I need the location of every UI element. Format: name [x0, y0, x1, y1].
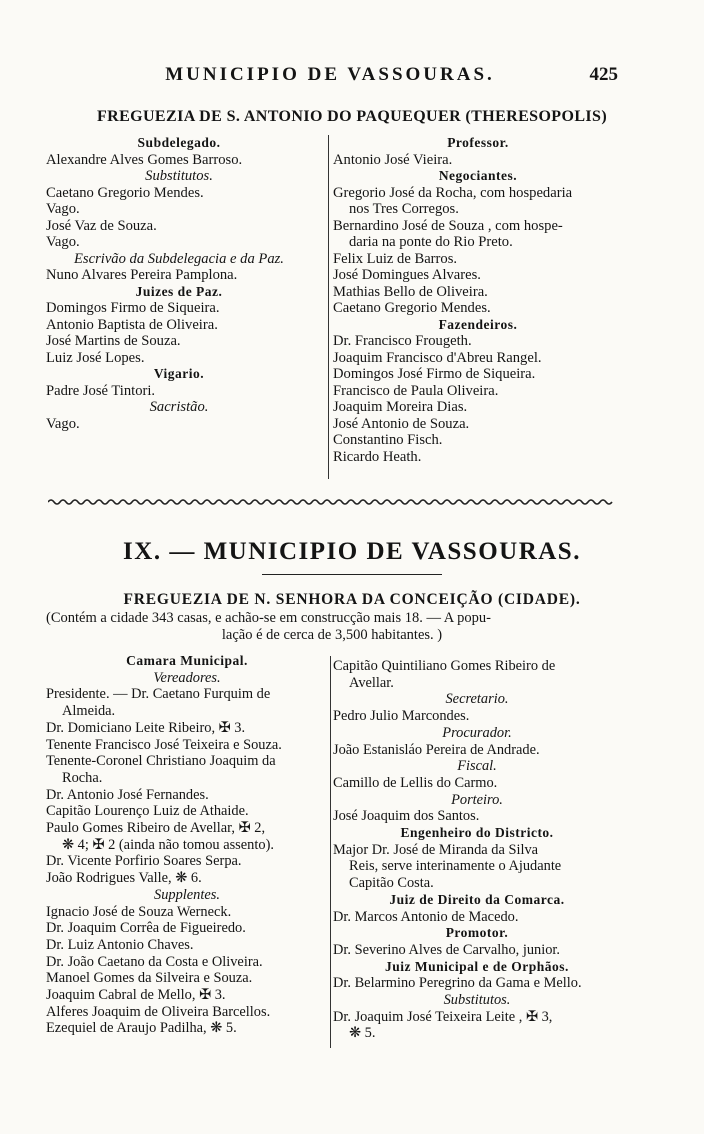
- entry-line: João Rodrigues Valle, ❋ 6.: [46, 870, 202, 887]
- entry-role-label: Vereadores.: [153, 669, 221, 686]
- entry-line: Capitão Lourenço Luiz de Athaide.: [46, 803, 249, 820]
- entry-line: Ricardo Heath.: [333, 448, 422, 465]
- entry-line: Joaquim Cabral de Mello, ✠ 3.: [46, 987, 226, 1004]
- entry-heading: Camara Municipal.: [126, 653, 248, 668]
- entry-line: Domingos Firmo de Siqueira.: [46, 300, 220, 316]
- entry-heading: Professor.: [447, 135, 509, 150]
- chapter-title: IX. — MUNICIPIO DE VASSOURAS.: [123, 538, 581, 565]
- entry-line: Dr. Marcos Antonio de Macedo.: [333, 908, 519, 925]
- entry-line: Pedro Julio Marcondes.: [333, 708, 470, 725]
- entry-line: Dr. Vicente Porfirio Soares Serpa.: [46, 853, 242, 870]
- entry-line: Capitão Quintiliano Gomes Ribeiro de: [333, 658, 556, 674]
- section-heading-paquequer: FREGUEZIA DE S. ANTONIO DO PAQUEQUER (THERESOPOLIS): [96, 108, 608, 125]
- entry-line: Nuno Alvares Pereira Pamplona.: [46, 267, 238, 283]
- entry-line: Antonio José Vieira.: [333, 151, 453, 168]
- entry-line: Joaquim Francisco d'Abreu Rangel.: [333, 349, 542, 366]
- column-divider-2: [330, 656, 331, 1048]
- entry-role-label: Secretario.: [445, 691, 509, 708]
- entry-line: Constantino Fisch.: [333, 432, 443, 448]
- entry-role-label: Procurador.: [442, 724, 512, 741]
- entry-line: José Vaz de Souza.: [46, 217, 157, 234]
- note-line-1: (Contém a cidade 343 casas, e achão-se em construcção mais 18. — A popu-: [46, 610, 491, 626]
- entry-line: Tenente Francisco José Teixeira e Souza.: [46, 736, 282, 753]
- entry-line: Almeida.: [62, 703, 116, 720]
- entry-line: Vago.: [46, 415, 80, 432]
- entry-line: Rocha.: [62, 769, 103, 786]
- entry-line: Ignacio José de Souza Werneck.: [46, 903, 232, 920]
- entry-role-label: Porteiro.: [451, 791, 503, 808]
- entry-line: Capitão Costa.: [349, 875, 434, 892]
- entry-line: Presidente. — Dr. Caetano Furquim de: [46, 686, 271, 703]
- entry-line: Padre José Tintori.: [46, 382, 156, 399]
- entry-line: Alexandre Alves Gomes Barroso.: [46, 151, 243, 168]
- entry-heading: Juiz Municipal e de Orphãos.: [385, 958, 569, 974]
- entry-line: Antonio Baptista de Oliveira.: [46, 316, 218, 333]
- section1-left-column: [46, 135, 312, 432]
- entry-line: Major Dr. José de Miranda da Silva: [333, 841, 539, 858]
- note-line-2: lação é de cerca de 3,500 habitantes. ): [221, 627, 443, 643]
- section2-right-column: [333, 658, 621, 1042]
- title-rule: [262, 574, 442, 575]
- running-title: MUNICIPIO DE VASSOURAS.: [165, 64, 495, 85]
- entry-line: Dr. João Caetano da Costa e Oliveira.: [46, 953, 263, 970]
- entry-line: Caetano Gregorio Mendes.: [333, 300, 491, 316]
- entry-line: Domingos José Firmo de Siqueira.: [333, 366, 536, 382]
- entry-line: Manoel Gomes da Silveira e Souza.: [46, 970, 253, 987]
- entry-line: nos Tres Corregos.: [349, 201, 459, 217]
- entry-line: Dr. Joaquim Corrêa de Figueiredo.: [46, 920, 246, 937]
- entry-line: Vago.: [46, 234, 80, 250]
- entry-heading: Promotor.: [445, 925, 509, 941]
- entry-line: Dr. Severino Alves de Carvalho, junior.: [333, 941, 561, 958]
- entry-heading: Engenheiro do Districto.: [400, 825, 554, 841]
- entry-line: Mathias Bello de Oliveira.: [333, 283, 488, 300]
- entry-heading: Fazendeiros.: [438, 316, 518, 332]
- entry-line: Vago.: [46, 201, 80, 217]
- entry-line: daria na ponte do Rio Preto.: [349, 234, 513, 250]
- entry-heading: Juizes de Paz.: [135, 283, 223, 299]
- entry-line: Paulo Gomes Ribeiro de Avellar, ✠ 2,: [46, 820, 266, 837]
- entry-heading: Vigario.: [153, 366, 205, 381]
- entry-role-label: Supplentes.: [154, 886, 220, 903]
- entry-line: José Antonio de Souza.: [333, 415, 470, 432]
- entry-role-label: Fiscal.: [457, 758, 497, 775]
- entry-line: Ezequiel de Araujo Padilha, ❋ 5.: [46, 1020, 237, 1037]
- entry-line: ❋ 5.: [349, 1025, 376, 1042]
- entry-line: Dr. Antonio José Fernandes.: [46, 786, 209, 803]
- population-note: [46, 610, 618, 644]
- entry-line: Avellar.: [349, 674, 394, 691]
- entry-heading: Subdelegado.: [137, 135, 221, 150]
- entry-line: Dr. Belarmino Peregrino da Gama e Mello.: [333, 975, 582, 992]
- entry-line: Francisco de Paula Oliveira.: [333, 382, 499, 399]
- entry-role-label: Substitutos.: [443, 992, 511, 1009]
- entry-role-label: Sacristão.: [149, 399, 209, 415]
- entry-line: Dr. Domiciano Leite Ribeiro, ✠ 3.: [46, 719, 246, 736]
- entry-line: Camillo de Lellis do Carmo.: [333, 774, 498, 791]
- wavy-separator: [48, 498, 614, 506]
- entry-line: Joaquim Moreira Dias.: [333, 399, 468, 415]
- page-number: 425: [589, 64, 618, 85]
- entry-line: João Estanisláo Pereira de Andrade.: [333, 741, 540, 758]
- entry-role-label: Substitutos.: [145, 168, 213, 184]
- entry-line: José Joaquim dos Santos.: [333, 808, 480, 825]
- entry-line: ❋ 4; ✠ 2 (ainda não tomou assento).: [62, 836, 274, 853]
- entry-line: José Domingues Alvares.: [333, 267, 481, 283]
- entry-line: Tenente-Coronel Christiano Joaquim da: [46, 753, 276, 770]
- entry-role-label: Escrivão da Subdelegacia e da Paz.: [74, 250, 284, 267]
- entry-line: Alferes Joaquim de Oliveira Barcellos.: [46, 1003, 271, 1020]
- entry-line: José Martins de Souza.: [46, 333, 181, 349]
- entry-line: Bernardino José de Souza , com hospe-: [333, 217, 563, 234]
- entry-line: Gregorio José da Rocha, com hospedaria: [333, 184, 573, 201]
- entry-line: Caetano Gregorio Mendes.: [46, 184, 204, 201]
- entry-line: Dr. Joaquim José Teixeira Leite , ✠ 3,: [333, 1008, 553, 1025]
- section2-left-column: [46, 653, 328, 1037]
- entry-line: Luiz José Lopes.: [46, 349, 145, 366]
- entry-line: Dr. Francisco Frougeth.: [333, 333, 472, 349]
- entry-line: Dr. Luiz Antonio Chaves.: [46, 936, 194, 953]
- entry-line: Reis, serve interinamente o Ajudante: [349, 858, 562, 875]
- column-divider: [328, 135, 329, 479]
- section1-right-column: [333, 135, 623, 465]
- entry-heading: Juiz de Direito da Comarca.: [389, 891, 565, 907]
- entry-line: Felix Luiz de Barros.: [333, 250, 458, 267]
- entry-heading: Negociantes.: [438, 168, 518, 183]
- running-header: [0, 64, 704, 88]
- section-heading-conceicao: FREGUEZIA DE N. SENHORA DA CONCEIÇÃO (CIDADE).: [123, 591, 581, 608]
